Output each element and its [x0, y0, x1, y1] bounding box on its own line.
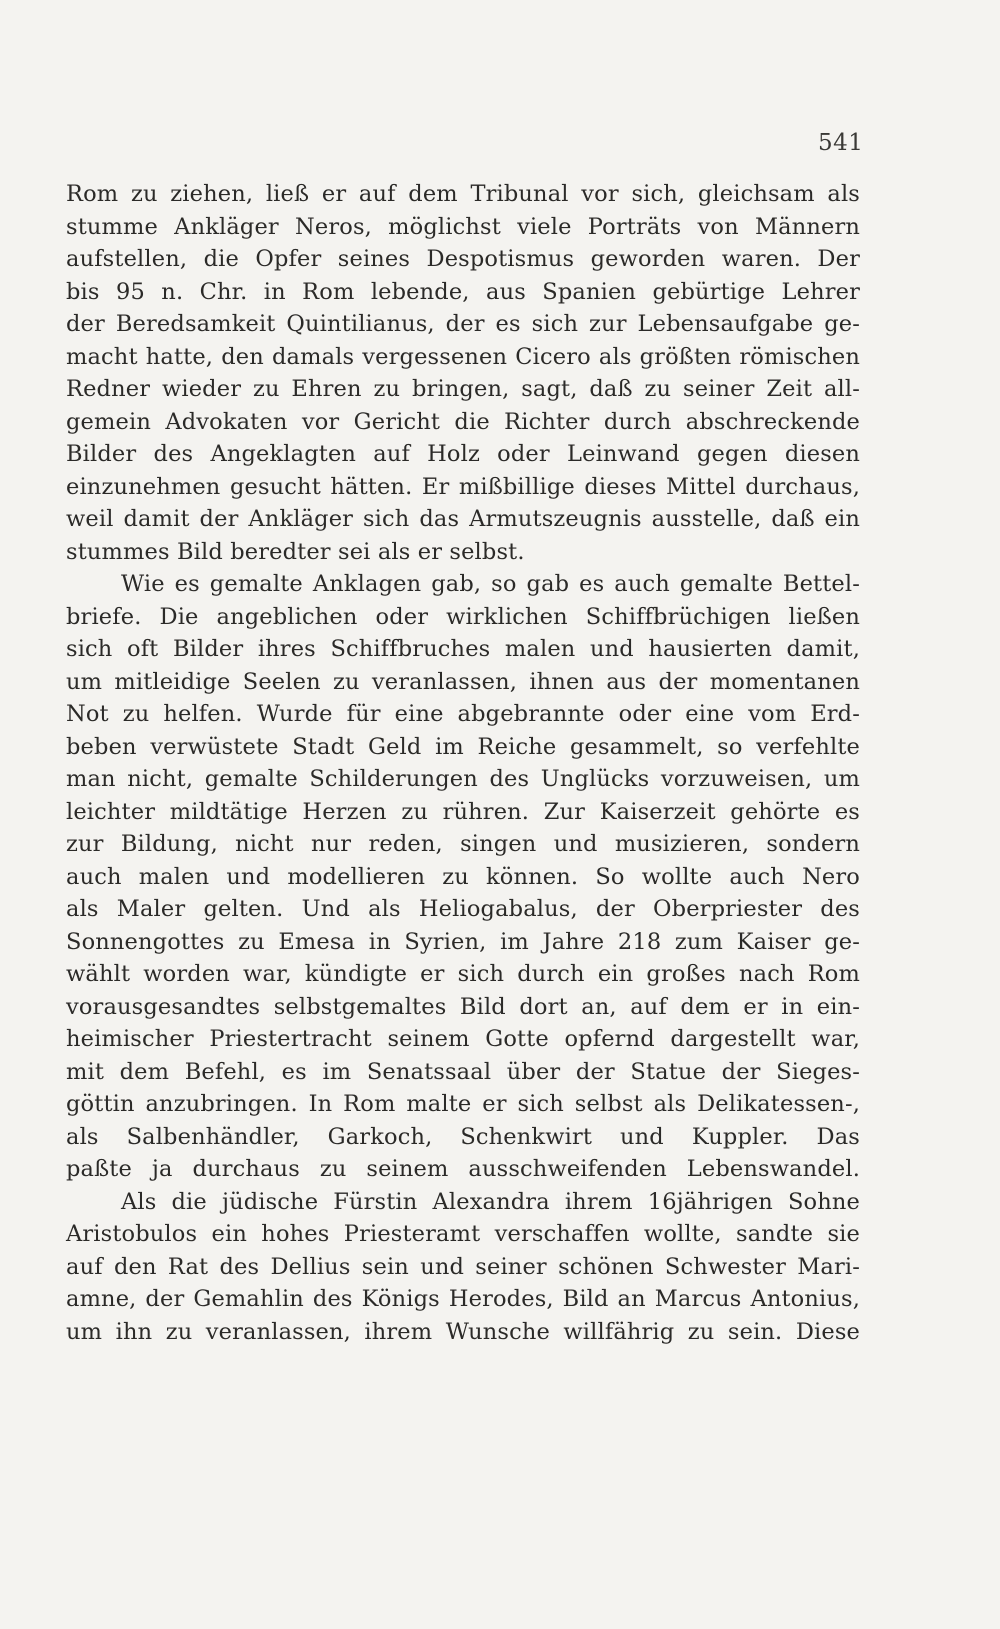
- text-line: Redner wieder zu Ehren zu bringen, sagt, daß zu seiner Zeit all-: [66, 376, 860, 402]
- text-line: auch malen und modellieren zu können. So wollte auch Nero: [66, 863, 860, 890]
- text-line: sich oft Bilder ihres Schiffbruches malen und hausierten damit,: [66, 636, 860, 662]
- text-line: gemein Advokaten vor Gericht die Richter durch abschreckende: [66, 408, 860, 435]
- text-line: um ihn zu veranlassen, ihrem Wunsche willfährig zu sein. Diese: [66, 1318, 860, 1345]
- text-line: der Beredsamkeit Quintilianus, der es sich zur Lebensaufgabe ge-: [66, 311, 860, 337]
- text-line: amne, der Gemahlin des Königs Herodes, Bild an Marcus Antonius,: [66, 1286, 860, 1312]
- text-line: man nicht, gemalte Schilderungen des Unglücks vorzuweisen, um: [66, 766, 860, 792]
- text-line: Als die jüdische Fürstin Alexandra ihrem 16jährigen Sohne: [121, 1188, 860, 1215]
- text-line: einzunehmen gesucht hätten. Er mißbillige dieses Mittel durchaus,: [66, 473, 860, 500]
- text-line: als Salbenhändler, Garkoch, Schenkwirt und Kuppler. Das: [66, 1123, 860, 1150]
- text-line: Bilder des Angeklagten auf Holz oder Leinwand gegen diesen: [66, 441, 860, 467]
- text-line: um mitleidige Seelen zu veranlassen, ihnen aus der momentanen: [66, 668, 860, 695]
- body-text: [66, 178, 860, 1348]
- text-line: als Maler gelten. Und als Heliogabalus, der Oberpriester des: [66, 896, 860, 922]
- text-line: Aristobulos ein hohes Priesteramt verschaffen wollte, sandte sie: [66, 1221, 860, 1247]
- text-line: vorausgesandtes selbstgemaltes Bild dort an, auf dem er in ein-: [66, 993, 860, 1020]
- text-line: stummes Bild beredter sei als er selbst.: [66, 538, 525, 565]
- page-number: 541: [818, 130, 864, 156]
- text-line: zur Bildung, nicht nur reden, singen und musizieren, sondern: [66, 831, 860, 857]
- text-line: leichter mildtätige Herzen zu rühren. Zur Kaiserzeit gehörte es: [66, 798, 860, 825]
- text-line: aufstellen, die Opfer seines Despotismus geworden waren. Der: [66, 246, 860, 272]
- text-line: wählt worden war, kündigte er sich durch ein großes nach Rom: [66, 961, 860, 987]
- text-line: göttin anzubringen. In Rom malte er sich selbst als Delikatessen-,: [66, 1091, 860, 1117]
- text-line: Wie es gemalte Anklagen gab, so gab es auch gemalte Bettel-: [121, 571, 860, 597]
- text-line: Not zu helfen. Wurde für eine abgebrannte oder eine vom Erd-: [66, 701, 860, 727]
- text-line: Sonnengottes zu Emesa in Syrien, im Jahre 218 zum Kaiser ge-: [66, 928, 860, 955]
- text-line: heimischer Priestertracht seinem Gotte opfernd dargestellt war,: [66, 1026, 860, 1052]
- text-line: stumme Ankläger Neros, möglichst viele Porträts von Männern: [66, 213, 860, 240]
- text-line: weil damit der Ankläger sich das Armutszeugnis ausstelle, daß ein: [66, 506, 860, 532]
- text-line: mit dem Befehl, es im Senatssaal über der Statue der Sieges-: [66, 1058, 860, 1085]
- text-line: bis 95 n. Chr. in Rom lebende, aus Spanien gebürtige Lehrer: [66, 278, 860, 305]
- text-line: Rom zu ziehen, ließ er auf dem Tribunal vor sich, gleichsam als: [66, 181, 860, 207]
- text-line: auf den Rat des Dellius sein und seiner schönen Schwester Mari-: [66, 1253, 860, 1280]
- text-line: briefe. Die angeblichen oder wirklichen Schiffbrüchigen ließen: [66, 603, 860, 630]
- text-line: paßte ja durchaus zu seinem ausschweifenden Lebenswandel.: [66, 1156, 860, 1182]
- text-line: macht hatte, den damals vergessenen Cicero als größten römischen: [66, 343, 860, 370]
- text-line: beben verwüstete Stadt Geld im Reiche gesammelt, so verfehlte: [66, 733, 860, 760]
